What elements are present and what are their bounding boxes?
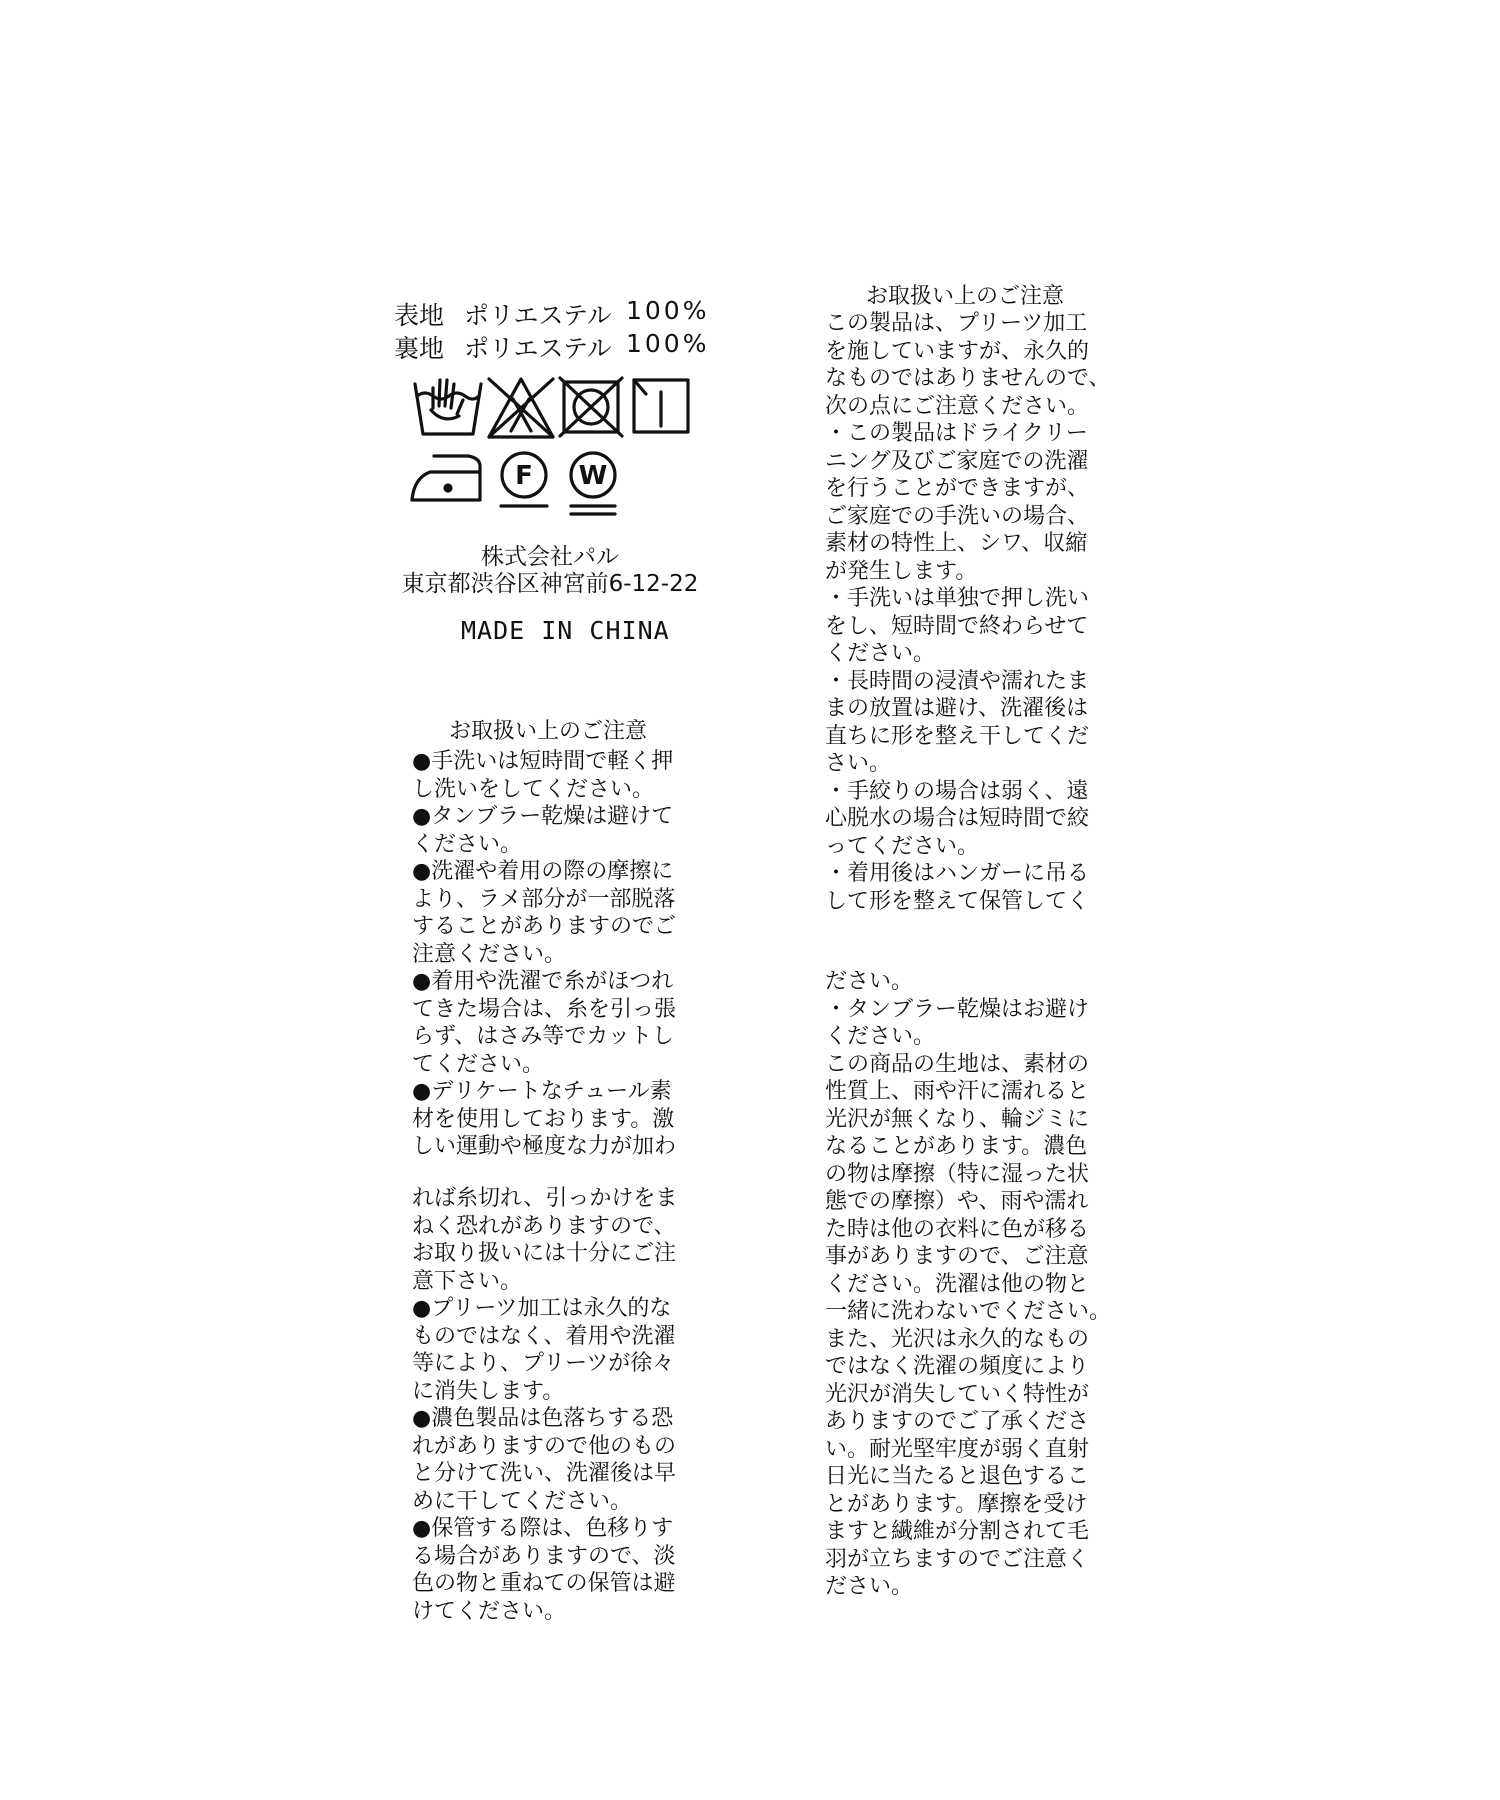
note-line: ●濃色製品は色落ちする恐 [412,1406,674,1431]
note-line: ださい。 [825,1574,914,1599]
note-line: ●プリーツ加工は永久的な [412,1296,672,1321]
note-line: ものではなく、着用や洗濯 [412,1323,676,1349]
right-notes-block-1 [825,310,1111,915]
left-notes-block-1 [412,748,676,1161]
note-line: 事がありますので、ご注意 [825,1244,1089,1269]
composition-material: ポリエステル [464,301,612,330]
country-of-origin: MADE IN CHINA [461,616,670,645]
note-line: ・タンブラー乾燥はお避け [825,996,1090,1022]
note-line: 態での摩擦）や、雨や濡れ [825,1189,1089,1214]
note-line: れば糸切れ、引っかけをま [412,1186,678,1211]
note-line: することがありますのでご [412,914,677,939]
no-tumble-dry-icon [558,376,624,438]
note-line: ださい。 [825,969,914,994]
note-line: てください。 [412,1051,545,1077]
note-line: を施していますが、永久的 [825,338,1090,364]
note-line: して形を整えて保管してく [825,888,1090,914]
no-bleach-icon [485,375,557,441]
note-line: しい運動や極度な力が加わ [412,1134,677,1159]
note-line: た時は他の衣料に色が移る [825,1216,1090,1242]
note-line: を行うことができますが、 [825,476,1090,501]
note-line: ・手絞りの場合は弱く、遠 [825,778,1089,804]
note-line: 光沢が消失していく特性が [825,1381,1090,1407]
note-line: ●着用や洗濯で糸がほつれ [412,969,674,994]
dry-clean-f-letter: F [515,461,533,491]
note-line: ●デリケートなチュール素 [412,1079,672,1104]
note-line: なものではありませんので、 [825,366,1111,391]
note-line: 等により、プリーツが徐々 [412,1351,675,1376]
note-line: 材を使用しております。激 [412,1106,675,1132]
note-line: ご家庭での手洗いの場合、 [825,503,1090,529]
note-line: ・手洗いは単独で押し洗い [825,586,1090,611]
note-line: ください。 [412,831,523,857]
composition-percent: 100% [626,329,710,358]
note-line: ●タンブラー乾燥は避けて [412,804,674,829]
note-line: 羽が立ちますのでご注意く [825,1546,1090,1572]
hand-wash-icon [413,378,483,438]
composition-part: 表地 [394,301,445,330]
note-line: なることがあります。濃色 [825,1134,1088,1159]
note-line: ニング及びご家庭での洗濯 [825,448,1089,474]
note-line: けてください。 [412,1598,567,1624]
wet-clean-w-letter: W [578,461,608,491]
right-notes-heading: お取扱い上のご注意 [866,284,1065,309]
note-line: ください。 [825,1024,936,1049]
note-line: 注意ください。 [412,941,567,967]
left-notes-block-2 [412,1185,677,1625]
note-line: ではなく洗濯の頻度により [825,1354,1090,1379]
left-notes-heading: お取扱い上のご注意 [449,719,648,744]
note-line: と分けて洗い、洗濯後は早 [412,1461,677,1486]
iron-low-icon [410,448,486,506]
note-line: てきた場合は、糸を引っ張 [412,996,677,1022]
note-line: まの放置は避け、洗濯後は [825,696,1089,721]
note-line: 意下さい。 [412,1268,523,1294]
composition-material: ポリエステル [464,334,612,363]
note-line: らず、はさみ等でカットし [412,1024,675,1049]
note-line: の物は摩擦（特に湿った状 [825,1161,1090,1187]
composition-part: 裏地 [394,334,445,363]
note-line: また、光沢は永久的なもの [825,1326,1090,1352]
line-dry-shade-icon [630,376,692,436]
note-line: ってください。 [825,833,980,859]
company-name: 株式会社パル [481,544,619,570]
dry-clean-f-icon [495,450,553,510]
wet-clean-w-icon [563,450,623,518]
composition-percent: 100% [626,296,710,325]
note-line: この製品は、プリーツ加工 [825,311,1088,336]
note-line: る場合がありますので、淡 [412,1543,676,1569]
right-notes-block-2 [825,968,1111,1601]
note-line: お取り扱いには十分にご注 [412,1241,677,1266]
note-line: ●洗濯や着用の際の摩擦に [412,859,674,884]
note-line: ・この製品はドライクリー [825,421,1088,446]
note-line: ・着用後はハンガーに吊る [825,861,1090,886]
note-line: 光沢が無くなり、輪ジミに [825,1106,1090,1132]
note-line: とがあります。摩擦を受け [825,1491,1088,1517]
note-line: ・長時間の浸漬や濡れたま [825,668,1090,694]
note-line: し洗いをしてください。 [412,776,655,802]
note-line: い。耐光堅牢度が弱く直射 [825,1436,1090,1462]
note-line: 性質上、雨や汗に濡れると [825,1079,1090,1104]
note-line: が発生します。 [825,558,978,584]
note-line: ください。 [825,641,936,666]
note-line: ●保管する際は、色移りす [412,1516,674,1541]
note-line: めに干してください。 [412,1488,633,1514]
note-line: ●手洗いは短時間で軽く押 [412,749,674,774]
note-line: この商品の生地は、素材の [825,1051,1090,1077]
note-line: に消失します。 [412,1378,565,1404]
note-line: 日光に当たると退色するこ [825,1464,1090,1489]
note-line: ますと繊維が分割されて毛 [825,1519,1090,1544]
note-line: ねく恐れがありますので、 [412,1213,676,1239]
note-line: 次の点にご注意ください。 [825,393,1090,419]
note-line: 一緒に洗わないでください。 [825,1299,1112,1324]
note-line: ありますのでご了承くださ [825,1409,1090,1434]
note-line: れがありますので他のもの [412,1433,677,1459]
note-line: をし、短時間で終わらせて [825,613,1089,639]
note-line: さい。 [825,751,892,776]
note-line: 色の物と重ねての保管は避 [412,1571,676,1596]
note-line: 直ちに形を整え干してくだ [825,723,1090,749]
company-info [390,544,710,598]
note-line: より、ラメ部分が一部脱落 [412,886,676,912]
note-line: 素材の特性上、シワ、収縮 [825,531,1088,556]
company-address: 東京都渋谷区神宮前6-12-22 [401,571,699,597]
note-line: ください。洗濯は他の物と [825,1271,1090,1297]
note-line: 心脱水の場合は短時間で絞 [825,806,1090,831]
